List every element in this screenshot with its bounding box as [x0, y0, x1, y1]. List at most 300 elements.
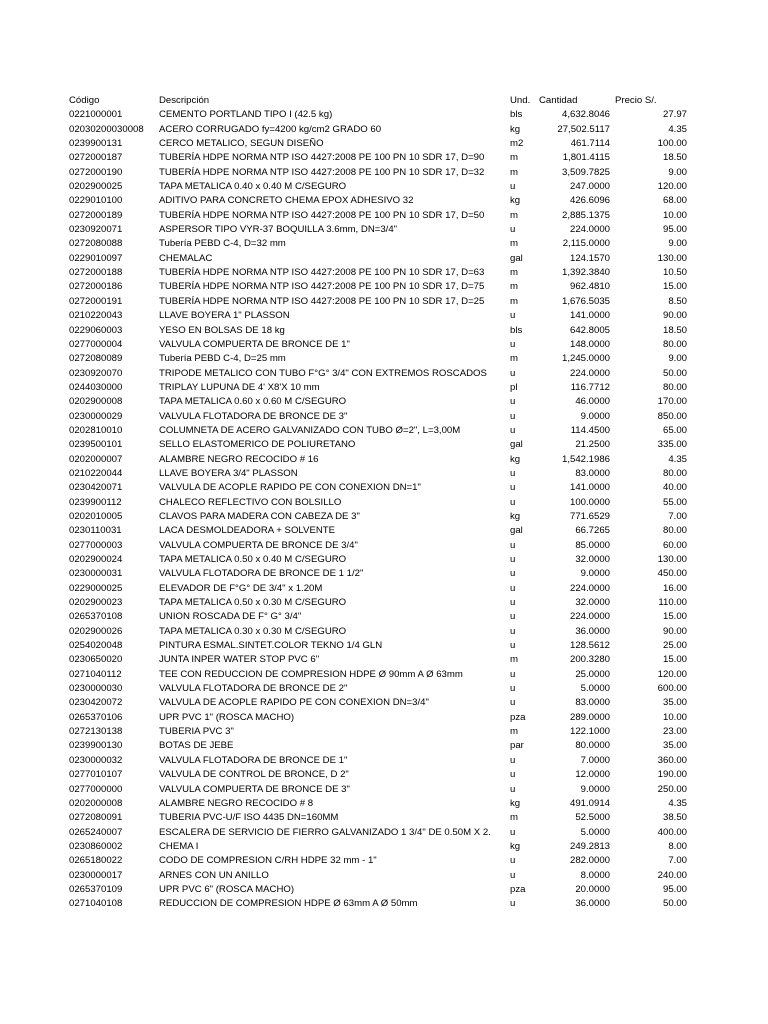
cell-quantity: 4,632.8046	[561, 109, 610, 121]
cell-price: 100.00	[657, 138, 687, 150]
cell-quantity: 1,542.1986	[561, 453, 610, 465]
cell-unit: m	[510, 812, 518, 824]
cell-description: VALVULA COMPUERTA DE BRONCE DE 3/4"	[159, 539, 358, 551]
cell-description: TUBERÍA HDPE NORMA NTP ISO 4427:2008 PE 100 PN 10 SDR 17, D=63	[159, 267, 485, 279]
cell-price: 18.50	[662, 324, 687, 336]
table-row	[0, 854, 768, 868]
cell-price: 9.00	[668, 238, 687, 250]
cell-description: TUBERÍA HDPE NORMA NTP ISO 4427:2008 PE 100 PN 10 SDR 17, D=50	[159, 209, 485, 221]
cell-quantity: 128.5612	[569, 640, 610, 652]
cell-price: 27.97	[662, 109, 687, 121]
table-row	[0, 309, 768, 323]
cell-description: LLAVE BOYERA 3/4" PLASSON	[159, 467, 298, 479]
cell-description: CODO DE COMPRESION C/RH HDPE 32 mm - 1"	[159, 855, 377, 867]
table-row	[0, 783, 768, 797]
cell-code: 0202010005	[69, 510, 123, 522]
cell-description: TRIPLAY LUPUNA DE 4' X8'X 10 mm	[159, 381, 320, 393]
cell-description: CHALECO REFLECTIVO CON BOLSILLO	[159, 496, 342, 508]
cell-code: 02030200030008	[69, 123, 144, 135]
cell-price: 25.00	[662, 640, 687, 652]
cell-price: 130.00	[657, 554, 687, 565]
cell-quantity: 1,676.5035	[561, 295, 610, 307]
cell-description: VALVULA FLOTADORA DE BRONCE DE 1 1/2"	[159, 568, 364, 580]
cell-description: CHEMALAC	[159, 252, 213, 264]
cell-unit: m	[510, 654, 518, 666]
cell-code: 0229010100	[69, 195, 123, 207]
cell-code: 0230420072	[69, 697, 123, 709]
cell-code: 0230420071	[69, 482, 123, 494]
table-row	[0, 696, 768, 710]
cell-code: 0277000004	[69, 338, 123, 350]
table-row	[0, 625, 768, 639]
cell-unit: u	[510, 754, 516, 766]
cell-description: BOTAS DE JEBE	[159, 740, 234, 752]
cell-code: 0230920070	[69, 367, 123, 379]
table-row	[0, 711, 768, 725]
cell-unit: u	[510, 769, 516, 781]
cell-description: ESCALERA DE SERVICIO DE FIERRO GALVANIZADO 1 3/4" DE 0.50M X 2.	[159, 826, 491, 838]
cell-price: 15.00	[662, 611, 687, 623]
price-table	[0, 94, 768, 912]
cell-unit: u	[510, 869, 516, 881]
cell-code: 0239900130	[69, 740, 123, 752]
cell-quantity: 12.0000	[575, 769, 610, 781]
cell-price: 250.00	[657, 783, 687, 795]
cell-unit: gal	[510, 525, 523, 537]
cell-quantity: 1,245.0000	[561, 353, 610, 365]
table-row	[0, 295, 768, 309]
cell-code: 0230920071	[69, 224, 123, 236]
table-row	[0, 367, 768, 381]
cell-quantity: 66.7265	[575, 525, 610, 537]
cell-code: 0230110031	[69, 525, 122, 537]
table-row	[0, 237, 768, 251]
table-row	[0, 453, 768, 467]
cell-unit: u	[510, 554, 516, 565]
cell-quantity: 289.0000	[569, 711, 610, 723]
cell-unit: kg	[510, 797, 521, 809]
cell-description: VALVULA COMPUERTA DE BRONCE DE 1"	[159, 338, 350, 350]
cell-price: 335.00	[657, 439, 687, 451]
cell-price: 7.00	[668, 510, 687, 522]
cell-unit: pza	[510, 883, 526, 895]
table-row	[0, 180, 768, 194]
cell-unit: u	[510, 410, 516, 422]
cell-description: TAPA METALICA 0.60 x 0.60 M C/SEGURO	[159, 396, 347, 408]
cell-code: 0239900131	[69, 138, 123, 150]
cell-description: TUBERÍA HDPE NORMA NTP ISO 4427:2008 PE 100 PN 10 SDR 17, D=25	[159, 295, 485, 307]
cell-price: 8.00	[668, 840, 687, 852]
table-row	[0, 424, 768, 438]
cell-description: UPR PVC 1" (ROSCA MACHO)	[159, 711, 295, 723]
table-row	[0, 725, 768, 739]
cell-description: SELLO ELASTOMERICO DE POLIURETANO	[159, 439, 356, 451]
cell-quantity: 5.0000	[580, 683, 610, 695]
table-row	[0, 438, 768, 452]
cell-quantity: 36.0000	[575, 898, 610, 910]
table-row	[0, 381, 768, 395]
cell-unit: u	[510, 625, 516, 637]
cell-quantity: 25.0000	[575, 668, 610, 680]
table-row	[0, 108, 768, 122]
cell-code: 0272000188	[69, 267, 123, 279]
cell-price: 90.00	[662, 310, 687, 322]
cell-quantity: 85.0000	[575, 539, 610, 551]
cell-quantity: 2,115.0000	[562, 238, 610, 250]
cell-unit: u	[510, 697, 516, 709]
cell-quantity: 1,801.4115	[562, 152, 610, 164]
cell-quantity: 224.0000	[569, 367, 610, 379]
cell-price: 240.00	[657, 869, 687, 881]
cell-description: VALVULA FLOTADORA DE BRONCE DE 1"	[159, 754, 348, 766]
cell-quantity: 282.0000	[569, 855, 610, 867]
cell-description: TAPA METALICA 0.50 x 0.30 M C/SEGURO	[159, 597, 347, 609]
cell-quantity: 124.1570	[569, 252, 610, 264]
cell-quantity: 100.0000	[569, 496, 610, 508]
table-row	[0, 524, 768, 538]
cell-description: LLAVE BOYERA 1" PLASSON	[159, 310, 290, 322]
cell-price: 400.00	[657, 826, 687, 838]
table-row	[0, 467, 768, 481]
cell-description: TAPA METALICA 0.50 x 0.40 M C/SEGURO	[159, 554, 347, 565]
cell-quantity: 122.1000	[569, 726, 610, 738]
cell-quantity: 3,509.7825	[561, 166, 610, 178]
cell-unit: u	[510, 539, 516, 551]
cell-quantity: 5.0000	[580, 826, 610, 838]
cell-quantity: 771.6529	[569, 510, 610, 522]
cell-price: 15.00	[662, 654, 687, 666]
cell-quantity: 224.0000	[569, 611, 610, 623]
table-row	[0, 639, 768, 653]
cell-code: 0221000001	[69, 109, 123, 121]
cell-unit: m	[510, 726, 518, 738]
cell-unit: m	[510, 166, 518, 178]
cell-price: 7.00	[668, 855, 687, 867]
cell-quantity: 7.0000	[580, 754, 610, 766]
cell-description: UPR PVC 6" (ROSCA MACHO)	[159, 883, 295, 895]
cell-code: 0202000008	[69, 797, 123, 809]
cell-description: TAPA METALICA 0.40 x 0.40 M C/SEGURO	[159, 181, 347, 193]
cell-code: 0272000189	[69, 209, 123, 221]
table-row	[0, 223, 768, 237]
table-row	[0, 266, 768, 280]
cell-code: 0254020048	[69, 640, 123, 652]
cell-unit: m	[510, 238, 518, 250]
cell-price: 50.00	[662, 898, 687, 910]
table-row	[0, 395, 768, 409]
cell-price: 190.00	[657, 769, 687, 781]
cell-quantity: 52.5000	[575, 812, 610, 824]
cell-code: 0239900112	[69, 496, 122, 508]
cell-code: 0265370109	[69, 883, 123, 895]
cell-quantity: 9.0000	[580, 410, 610, 422]
cell-price: 80.00	[662, 381, 687, 393]
cell-quantity: 642.8005	[569, 324, 610, 336]
cell-unit: kg	[510, 840, 521, 852]
cell-unit: par	[510, 740, 524, 752]
cell-quantity: 141.0000	[569, 482, 610, 494]
cell-description: ASPERSOR TIPO VYR-37 BOQUILLA 3.6mm, DN=3/4"	[159, 224, 398, 236]
cell-code: 0202810010	[69, 424, 123, 436]
cell-description: VALVULA COMPUERTA DE BRONCE DE 3"	[159, 783, 350, 795]
cell-code: 0229000025	[69, 582, 123, 594]
cell-price: 95.00	[662, 224, 687, 236]
cell-price: 95.00	[662, 883, 687, 895]
cell-quantity: 962.4810	[569, 281, 610, 293]
cell-price: 65.00	[662, 424, 687, 436]
cell-description: Tubería PEBD C-4, D=25 mm	[159, 353, 286, 365]
table-row	[0, 481, 768, 495]
cell-code: 0277000000	[69, 783, 123, 795]
cell-description: TUBERÍA HDPE NORMA NTP ISO 4427:2008 PE 100 PN 10 SDR 17, D=32	[159, 166, 485, 178]
cell-price: 15.00	[662, 281, 687, 293]
cell-code: 0272080089	[69, 353, 123, 365]
cell-code: 0230650020	[69, 654, 123, 666]
cell-description: CLAVOS PARA MADERA CON CABEZA DE 3"	[159, 510, 360, 522]
cell-price: 450.00	[657, 568, 687, 580]
cell-code: 0272000190	[69, 166, 123, 178]
cell-code: 0272080088	[69, 238, 123, 250]
table-row	[0, 539, 768, 553]
cell-price: 23.00	[662, 726, 687, 738]
cell-price: 10.50	[662, 267, 687, 279]
table-row	[0, 869, 768, 883]
cell-code: 0244030000	[69, 381, 123, 393]
cell-description: VALVULA FLOTADORA DE BRONCE DE 3"	[159, 410, 348, 422]
cell-price: 55.00	[662, 496, 687, 508]
cell-unit: m2	[510, 138, 524, 150]
cell-code: 0272130138	[69, 726, 123, 738]
cell-quantity: 9.0000	[580, 783, 610, 795]
table-row	[0, 151, 768, 165]
cell-quantity: 247.0000	[569, 181, 610, 193]
cell-unit: u	[510, 783, 516, 795]
cell-price: 80.00	[662, 338, 687, 350]
cell-price: 35.00	[662, 740, 687, 752]
cell-code: 0202900025	[69, 181, 123, 193]
cell-code: 0271040112	[69, 668, 122, 680]
cell-price: 18.50	[662, 152, 687, 164]
cell-description: ARNES CON UN ANILLO	[159, 869, 269, 881]
cell-code: 0277010107	[69, 769, 123, 781]
cell-unit: u	[510, 898, 516, 910]
table-row	[0, 194, 768, 208]
cell-quantity: 1,392.3840	[561, 267, 610, 279]
header-quantity: Cantidad	[539, 95, 578, 106]
table-row	[0, 682, 768, 696]
cell-code: 0265370106	[69, 711, 123, 723]
table-row	[0, 610, 768, 624]
cell-unit: u	[510, 396, 516, 408]
cell-code: 0210220043	[69, 310, 123, 322]
cell-quantity: 80.0000	[575, 740, 610, 752]
cell-unit: u	[510, 597, 516, 609]
cell-code: 0271040108	[69, 898, 123, 910]
cell-description: CHEMA I	[159, 840, 199, 852]
cell-unit: kg	[510, 510, 521, 522]
cell-unit: pza	[510, 711, 526, 723]
table-row	[0, 596, 768, 610]
cell-code: 0265180022	[69, 855, 123, 867]
cell-description: TEE CON REDUCCION DE COMPRESION HDPE Ø 90mm A Ø 63mm	[159, 668, 463, 680]
cell-unit: m	[510, 209, 518, 221]
cell-unit: kg	[510, 453, 521, 465]
cell-code: 0272080091	[69, 812, 123, 824]
cell-unit: u	[510, 367, 516, 379]
cell-quantity: 148.0000	[569, 338, 610, 350]
cell-unit: u	[510, 467, 516, 479]
cell-description: JUNTA INPER WATER STOP PVC 6"	[159, 654, 320, 666]
cell-description: TUBERÍA HDPE NORMA NTP ISO 4427:2008 PE 100 PN 10 SDR 17, D=75	[159, 281, 485, 293]
cell-unit: u	[510, 310, 516, 322]
cell-quantity: 114.4500	[570, 424, 610, 436]
header-code: Código	[69, 95, 100, 106]
cell-quantity: 141.0000	[569, 310, 610, 322]
table-row	[0, 280, 768, 294]
cell-description: VALVULA FLOTADORA DE BRONCE DE 2"	[159, 683, 348, 695]
cell-description: TAPA METALICA 0.30 x 0.30 M C/SEGURO	[159, 625, 347, 637]
cell-quantity: 20.0000	[575, 883, 610, 895]
header-description: Descripción	[159, 95, 210, 106]
cell-code: 0229060003	[69, 324, 123, 336]
cell-price: 90.00	[662, 625, 687, 637]
cell-price: 10.00	[662, 711, 687, 723]
cell-unit: u	[510, 224, 516, 236]
cell-description: YESO EN BOLSAS DE 18 kg	[159, 324, 285, 336]
cell-code: 0265370108	[69, 611, 123, 623]
table-row	[0, 510, 768, 524]
table-row	[0, 410, 768, 424]
cell-unit: u	[510, 826, 516, 838]
table-row	[0, 209, 768, 223]
cell-quantity: 21.2500	[575, 439, 610, 451]
cell-price: 170.00	[657, 396, 687, 408]
cell-code: 0202900008	[69, 396, 123, 408]
cell-unit: u	[510, 855, 516, 867]
table-row	[0, 797, 768, 811]
cell-price: 120.00	[657, 181, 687, 193]
cell-unit: m	[510, 295, 518, 307]
cell-price: 60.00	[662, 539, 687, 551]
cell-description: CERCO METALICO, SEGUN DISEÑO	[159, 138, 324, 150]
header-price: Precio S/.	[615, 95, 657, 106]
table-row	[0, 252, 768, 266]
cell-unit: m	[510, 267, 518, 279]
cell-price: 4.35	[668, 453, 687, 465]
cell-unit: m	[510, 353, 518, 365]
cell-description: VALVULA DE ACOPLE RAPIDO PE CON CONEXION DN=3/4"	[159, 697, 429, 709]
cell-code: 0202900023	[69, 597, 123, 609]
cell-quantity: 32.0000	[575, 597, 610, 609]
cell-description: ADITIVO PARA CONCRETO CHEMA EPOX ADHESIVO 32	[159, 195, 414, 207]
table-row	[0, 739, 768, 753]
cell-price: 10.00	[662, 209, 687, 221]
cell-quantity: 46.0000	[575, 396, 610, 408]
cell-unit: u	[510, 338, 516, 350]
cell-price: 8.50	[668, 295, 687, 307]
cell-code: 0202000007	[69, 453, 123, 465]
cell-description: ALAMBRE NEGRO RECOCIDO # 8	[159, 797, 314, 809]
cell-price: 110.00	[658, 597, 687, 609]
cell-code: 0272000187	[69, 152, 123, 164]
cell-description: TUBERÍA HDPE NORMA NTP ISO 4427:2008 PE 100 PN 10 SDR 17, D=90	[159, 152, 485, 164]
cell-code: 0272000186	[69, 281, 123, 293]
cell-price: 38.50	[662, 812, 687, 824]
table-body	[0, 108, 768, 911]
cell-unit: u	[510, 668, 516, 680]
table-row	[0, 137, 768, 151]
table-row	[0, 123, 768, 137]
cell-quantity: 9.0000	[580, 568, 610, 580]
header-unit: Und.	[510, 95, 531, 106]
cell-price: 80.00	[662, 525, 687, 537]
table-header	[0, 94, 768, 108]
cell-description: UNION ROSCADA DE F° G° 3/4"	[159, 611, 302, 623]
cell-unit: u	[510, 482, 516, 494]
cell-price: 360.00	[657, 754, 687, 766]
table-row	[0, 811, 768, 825]
cell-unit: bls	[510, 324, 523, 336]
table-row	[0, 166, 768, 180]
cell-description: TUBERIA PVC-U/F ISO 4435 DN=160MM	[159, 812, 339, 824]
cell-quantity: 224.0000	[569, 582, 610, 594]
table-row	[0, 768, 768, 782]
cell-code: 0230000029	[69, 410, 123, 422]
cell-code: 0210220044	[69, 467, 123, 479]
cell-description: TUBERIA PVC 3"	[159, 726, 234, 738]
cell-code: 0265240007	[69, 826, 123, 838]
cell-quantity: 8.0000	[580, 869, 610, 881]
cell-description: COLUMNETA DE ACERO GALVANIZADO CON TUBO Ø=2", L=3,00M	[159, 424, 461, 436]
table-row	[0, 897, 768, 911]
cell-price: 35.00	[662, 697, 687, 709]
cell-description: ELEVADOR DE F°G° DE 3/4" x 1.20M	[159, 582, 323, 594]
cell-unit: m	[510, 152, 518, 164]
table-row	[0, 826, 768, 840]
table-row	[0, 582, 768, 596]
table-row	[0, 883, 768, 897]
cell-code: 0230000031	[69, 568, 123, 580]
cell-description: PINTURA ESMAL.SINTET.COLOR TEKNO 1/4 GLN	[159, 640, 383, 652]
table-row	[0, 338, 768, 352]
cell-quantity: 249.2813	[569, 840, 610, 852]
cell-unit: gal	[510, 252, 523, 264]
table-row	[0, 352, 768, 366]
cell-description: TRIPODE METALICO CON TUBO F°G° 3/4" CON EXTREMOS ROSCADOS	[159, 367, 487, 379]
cell-quantity: 27,502.5117	[557, 123, 610, 135]
cell-unit: u	[510, 683, 516, 695]
cell-price: 4.35	[668, 123, 687, 135]
cell-price: 50.00	[662, 367, 687, 379]
cell-unit: pl	[510, 381, 518, 393]
cell-code: 0230000030	[69, 683, 123, 695]
cell-code: 0202900024	[69, 554, 123, 565]
cell-unit: u	[510, 611, 516, 623]
cell-quantity: 461.7114	[570, 138, 610, 150]
cell-price: 600.00	[657, 683, 687, 695]
cell-price: 120.00	[657, 668, 687, 680]
cell-unit: gal	[510, 439, 523, 451]
cell-quantity: 83.0000	[575, 697, 610, 709]
cell-code: 0230860002	[69, 840, 123, 852]
cell-unit: u	[510, 424, 516, 436]
cell-code: 0230000017	[69, 869, 123, 881]
cell-price: 850.00	[657, 410, 687, 422]
cell-description: LACA DESMOLDEADORA + SOLVENTE	[159, 525, 336, 537]
cell-quantity: 36.0000	[575, 625, 610, 637]
cell-code: 0277000003	[69, 539, 123, 551]
cell-quantity: 200.3280	[569, 654, 610, 666]
